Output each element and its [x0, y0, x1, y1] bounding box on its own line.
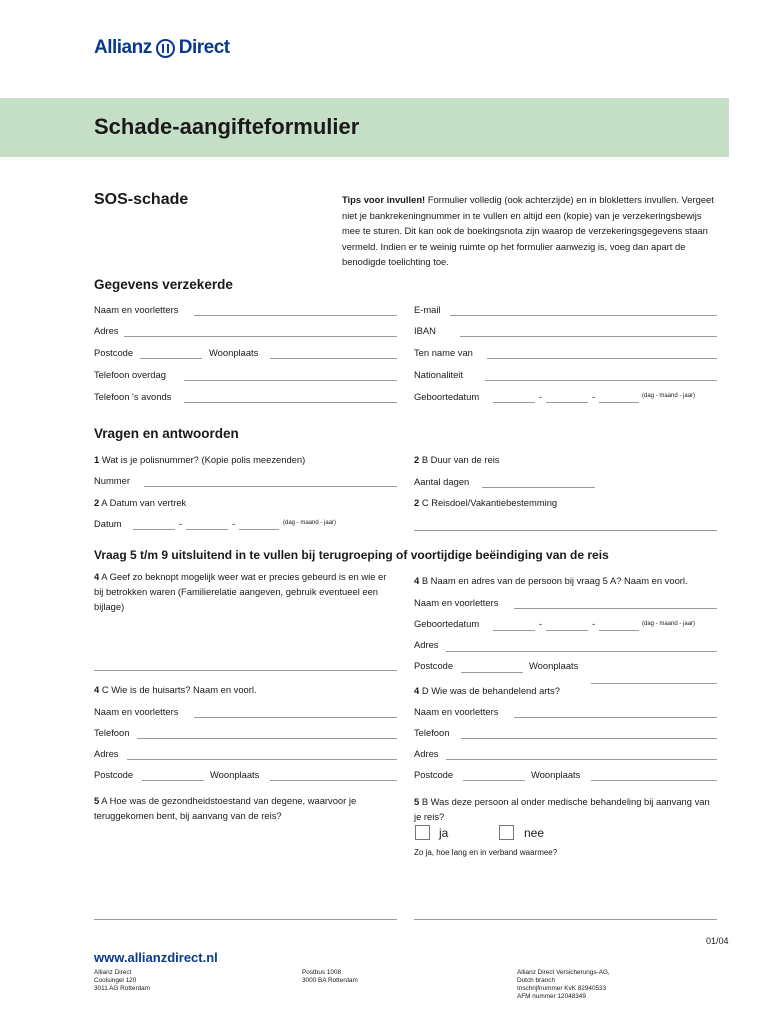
q4d-postcode-label: Postcode [414, 769, 454, 780]
q4c-name-label: Naam en voorletters [94, 706, 179, 717]
q4c-city-field[interactable] [270, 780, 397, 781]
q4c-phone-label: Telefoon [94, 727, 130, 738]
q4c-number: 4 [94, 684, 100, 695]
q2b-text: B Duur van de reis [419, 454, 500, 465]
q4a-label [94, 569, 394, 614]
date-dash: - [539, 618, 543, 629]
q4b-label [414, 575, 688, 586]
date-dash: - [592, 391, 596, 402]
departure-year-field[interactable] [239, 529, 279, 530]
footer-company: Allianz Direct Versicherungs-AG, Dutch branch Inschrijfnummer KvK 82940533 AFM nummer 12048349 [517, 969, 610, 1000]
q4c-address-field[interactable] [127, 759, 397, 760]
allianz-direct-logo [94, 37, 230, 59]
no-label: nee [524, 826, 545, 840]
q2b-label [414, 454, 499, 465]
days-label: Aantal dagen [414, 476, 470, 487]
insured-email-label: E-mail [414, 304, 441, 315]
q2b-number: 2 [414, 454, 420, 465]
q4b-city-label: Woonplaats [529, 660, 579, 671]
q4c-postcode-label: Postcode [94, 769, 134, 780]
tips-bold: Tips voor invullen! [342, 194, 426, 205]
insured-birth-day-field[interactable] [493, 402, 535, 403]
date-dash: - [232, 518, 236, 529]
q4b-postcode-label: Postcode [414, 660, 454, 671]
q4b-city-field[interactable] [591, 683, 717, 684]
q4b-name-field[interactable] [514, 608, 717, 609]
q5a-label [94, 793, 402, 823]
insured-postcode-field[interactable] [140, 358, 202, 359]
footer-address: Allianz Direct Coolsingel 120 3011 AG Rotterdam [94, 969, 151, 992]
form-type-heading: SOS-schade [94, 191, 189, 208]
insured-birthdate-label: Geboortedatum [414, 391, 480, 402]
insured-in-name-of-field[interactable] [487, 358, 717, 359]
date-dash: - [592, 618, 596, 629]
insured-phone-day-label: Telefoon overdag [94, 369, 166, 380]
q4b-number: 4 [414, 575, 420, 586]
section5-heading: Vraag 5 t/m 9 uitsluitend in te vullen bij terugroeping of voortijdige beëindiging van de reis [94, 548, 609, 562]
yes-label: ja [439, 826, 449, 840]
insured-address-field[interactable] [124, 336, 397, 337]
q4d-postcode-field[interactable] [463, 780, 525, 781]
policy-number-label: Nummer [94, 475, 130, 486]
q4c-postcode-field[interactable] [142, 780, 204, 781]
departure-day-field[interactable] [133, 529, 175, 530]
q4b-text: B Naam en adres van de persoon bij vraag 5 A? Naam en voorl. [419, 575, 688, 586]
if-yes-label: Zo ja, hoe lang en in verband waarmee? [414, 848, 558, 857]
insured-iban-field[interactable] [460, 336, 717, 337]
destination-field[interactable] [414, 530, 717, 531]
q5b-answer-field[interactable] [414, 919, 717, 920]
q4c-label [94, 684, 257, 695]
tips-body: Formulier volledig (ook achterzijde) en in blokletters invullen. Vergeet niet je bankrekeningnummer in te vullen en altijd een (kopie) van je verzekeringsbewijs mee te sturen. Dit kan ook de boekingsnota zijn waarop de verzekeringsgegevens staan vermeld. Indien er te weinig ruimte op het formulier aanwezig is, voeg dan apart de benodigde toelichting toe. [342, 194, 714, 268]
q4d-phone-field[interactable] [461, 738, 717, 739]
q5a-answer-field[interactable] [94, 919, 397, 920]
insured-iban-label: IBAN [414, 325, 436, 336]
q4c-name-field[interactable] [194, 717, 397, 718]
departure-date-label: Datum [94, 518, 122, 529]
tips-text [342, 192, 722, 270]
q4c-city-label: Woonplaats [210, 769, 260, 780]
insured-birth-year-field[interactable] [599, 402, 639, 403]
q2c-label [414, 497, 557, 508]
insured-city-label: Woonplaats [209, 347, 259, 358]
q4a-number: 4 [94, 571, 100, 582]
q4d-phone-label: Telefoon [414, 727, 450, 738]
date-dash: - [539, 391, 543, 402]
days-field[interactable] [482, 487, 595, 488]
q2c-text: C Reisdoel/Vakantiebestemming [419, 497, 558, 508]
allianz-eagle-icon [156, 39, 175, 58]
q4d-name-field[interactable] [514, 717, 717, 718]
date-format-hint: (dag - maand - jaar) [642, 621, 696, 627]
q4c-address-label: Adres [94, 748, 119, 759]
date-format-hint: (dag - maand - jaar) [642, 393, 696, 399]
page-title: Schade-aangifteformulier [94, 114, 360, 139]
logo-text-right: Direct [178, 37, 230, 58]
logo-text-left: Allianz [94, 37, 152, 58]
q4b-birth-month-field[interactable] [546, 630, 588, 631]
q4c-text: C Wie is de huisarts? Naam en voorl. [99, 684, 257, 695]
policy-number-field[interactable] [144, 486, 397, 487]
q1-number: 1 [94, 454, 100, 465]
date-dash: - [179, 518, 183, 529]
q4d-address-label: Adres [414, 748, 439, 759]
q4b-name-label: Naam en voorletters [414, 597, 499, 608]
page-number: 01/04 [706, 936, 729, 946]
q4a-text: A Geef zo beknopt mogelijk weer wat er precies gebeurd is en wie er bij betrokken waren (Familierelatie aangeven, gebruik eventueel een bijlage) [94, 571, 387, 612]
q2a-text: A Datum van vertrek [99, 497, 187, 508]
insured-name-label: Naam en voorletters [94, 304, 179, 315]
q4b-birth-day-field[interactable] [493, 630, 535, 631]
insured-phone-evening-field[interactable] [184, 402, 397, 403]
q2a-label [94, 497, 186, 508]
q4d-name-label: Naam en voorletters [414, 706, 499, 717]
q1-text: Wat is je polisnummer? (Kopie polis meezenden) [99, 454, 306, 465]
q4d-city-label: Woonplaats [531, 769, 581, 780]
q4d-number: 4 [414, 685, 420, 696]
insured-phone-day-field[interactable] [184, 380, 397, 381]
insured-email-field[interactable] [450, 315, 717, 316]
website-link[interactable]: www.allianzdirect.nl [94, 950, 218, 965]
q4d-address-field[interactable] [446, 759, 717, 760]
insured-city-field[interactable] [270, 358, 397, 359]
q4d-city-field[interactable] [591, 780, 717, 781]
q4b-address-label: Adres [414, 639, 439, 650]
insured-in-name-of-label: Ten name van [414, 347, 473, 358]
q4b-birth-year-field[interactable] [599, 630, 639, 631]
footer-postbox: Postbus 1008 3000 BA Rotterdam [302, 969, 358, 984]
q4d-label [414, 685, 560, 696]
insured-nationality-label: Nationaliteit [414, 369, 463, 380]
q4d-text: D Wie was de behandelend arts? [419, 685, 560, 696]
q2c-number: 2 [414, 497, 420, 508]
insured-heading: Gegevens verzekerde [94, 277, 233, 292]
title-band [0, 98, 729, 157]
q5b-label [414, 794, 719, 824]
q4b-birthdate-label: Geboortedatum [414, 618, 480, 629]
date-format-hint: (dag - maand - jaar) [283, 520, 337, 526]
q4c-phone-field[interactable] [137, 738, 397, 739]
q5b-number: 5 [414, 796, 420, 807]
insured-address-label: Adres [94, 325, 119, 336]
q2a-number: 2 [94, 497, 100, 508]
insured-birth-month-field[interactable] [546, 402, 588, 403]
q4a-answer-field[interactable] [94, 670, 397, 671]
insured-nationality-field[interactable] [485, 380, 717, 381]
q5a-text: A Hoe was de gezondheidstoestand van degene, waarvoor je teruggekomen bent, bij aanvang van de reis? [94, 795, 357, 821]
q4b-address-field[interactable] [446, 651, 717, 652]
qa-heading: Vragen en antwoorden [94, 426, 239, 441]
q5b-text: B Was deze persoon al onder medische behandeling bij aanvang van je reis? [414, 796, 710, 822]
q4b-postcode-field[interactable] [461, 672, 523, 673]
q1-label [94, 454, 305, 465]
insured-name-field[interactable] [194, 315, 397, 316]
insured-postcode-label: Postcode [94, 347, 134, 358]
yes-checkbox[interactable] [415, 825, 430, 840]
insured-phone-evening-label: Telefoon 's avonds [94, 391, 172, 402]
no-checkbox[interactable] [499, 825, 514, 840]
departure-month-field[interactable] [186, 529, 228, 530]
q5a-number: 5 [94, 795, 100, 806]
